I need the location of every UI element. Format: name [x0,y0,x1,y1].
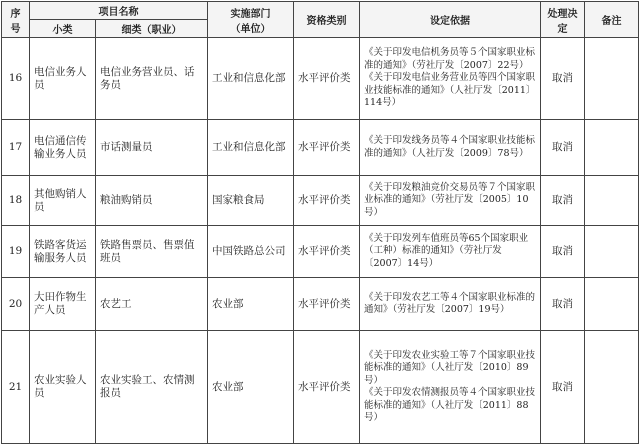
cell-basis [360,38,541,120]
cell-seq: 19 [2,226,30,278]
cell-dept: 中国铁路总公司 [208,226,294,278]
cell-detail: 市话测量员 [96,120,208,176]
cell-qualification: 水平评价类 [294,226,360,278]
table-row [2,176,639,226]
cell-decision: 取消 [541,38,585,120]
cell-decision: 取消 [541,331,585,444]
cell-dept: 工业和信息化部 [208,120,294,176]
header-seq: 序号 [2,2,30,38]
cell-qualification: 水平评价类 [294,278,360,331]
table-row [2,226,639,278]
basis-item: 《关于印发列车值班员等65个国家职业（工种）标准的通知》（劳社厅发〔2007〕14号） [364,232,529,269]
cell-seq: 16 [2,38,30,120]
cell-basis [360,278,541,331]
cell-qualification: 水平评价类 [294,38,360,120]
basis-item: 《关于印发粮油竞价交易员等７个国家职业标准的通知》（劳社厅发〔2005〕10号） [364,181,536,218]
header-project-name: 项目名称 [30,2,208,20]
cell-qualification: 水平评价类 [294,120,360,176]
cell-detail: 农业实验工、农情测报员 [96,331,208,444]
basis-item: 《关于印发农情测报员等４个国家职业技能标准的通知》（人社厅发〔2011〕88号） [364,387,536,423]
cell-decision: 取消 [541,120,585,176]
cell-dept: 农业部 [208,331,294,444]
occupation-qualification-table [1,1,639,444]
basis-item: 《关于印发线务员等４个国家职业技能标准的通知》（人社厅发〔2009〕78号） [364,135,536,159]
cell-detail: 电信业务营业员、话务员 [96,38,208,120]
cell-basis [360,176,541,226]
cell-minor: 农业实验人员 [30,331,96,444]
cell-basis [360,226,541,278]
cell-minor: 电信通信传输业务人员 [30,120,96,176]
cell-seq: 17 [2,120,30,176]
header-dept-sub: （单位） [230,23,271,35]
cell-minor: 电信业务人员 [30,38,96,120]
cell-decision: 取消 [541,176,585,226]
cell-basis [360,120,541,176]
table-row [2,38,639,120]
cell-decision: 取消 [541,226,585,278]
cell-minor: 其他购销人员 [30,176,96,226]
header-qualification: 资格类别 [294,2,360,38]
basis-item: 《关于印发农业实验工等７个国家职业技能标准的通知》（人社厅发〔2010〕89号） [364,349,536,386]
cell-note [585,278,639,331]
header-decision: 处理决定 [541,2,585,38]
cell-seq: 18 [2,176,30,226]
header-note: 备注 [585,2,639,38]
header-minor-category: 小类 [30,20,96,38]
cell-seq: 21 [2,331,30,444]
cell-dept: 农业部 [208,278,294,331]
cell-dept: 工业和信息化部 [208,38,294,120]
cell-note [585,226,639,278]
table-row [2,331,639,444]
cell-note [585,331,639,444]
cell-decision: 取消 [541,278,585,331]
header-detail-category: 细类（职业） [96,20,208,38]
table-row [2,120,639,176]
cell-detail: 铁路售票员、售票值班员 [96,226,208,278]
header-basis: 设定依据 [360,2,541,38]
cell-detail: 粮油购销员 [96,176,208,226]
basis-item: 《关于印发农艺工等４个国家职业标准的通知》（劳社厅发〔2007〕19号） [364,291,536,315]
cell-basis [360,331,541,444]
cell-minor: 铁路客货运输服务人员 [30,226,96,278]
header-dept [208,2,294,38]
cell-minor: 大田作物生产人员 [30,278,96,331]
cell-dept: 国家粮食局 [208,176,294,226]
cell-note [585,120,639,176]
basis-item: 《关于印发电信业务营业员等四个国家职业技能标准的通知》（人社厅发〔2011〕114号） [364,72,536,109]
cell-qualification: 水平评价类 [294,331,360,444]
table-row [2,278,639,331]
cell-seq: 20 [2,278,30,331]
cell-qualification: 水平评价类 [294,176,360,226]
cell-note [585,38,639,120]
basis-item: 《关于印发电信机务员等５个国家职业标准的通知》（劳社厅发〔2007〕22号） [364,47,536,71]
cell-note [585,176,639,226]
cell-detail: 农艺工 [96,278,208,331]
header-dept-label: 实施部门 [230,8,271,20]
